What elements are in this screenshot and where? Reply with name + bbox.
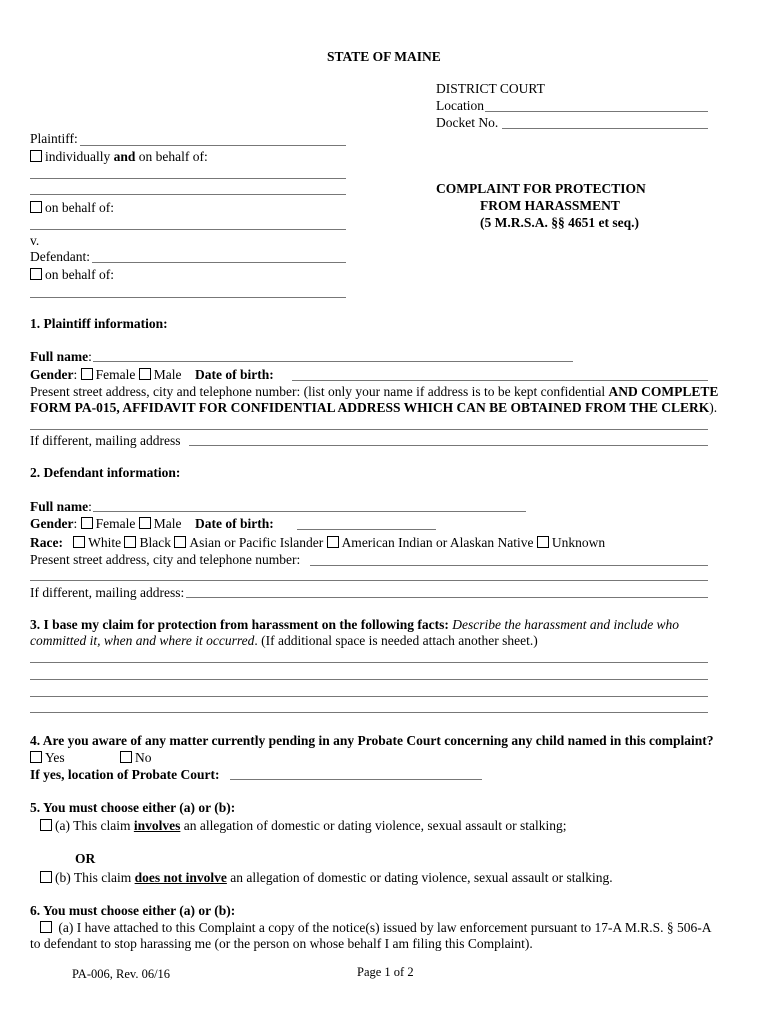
behalf-line-4[interactable]	[30, 297, 346, 298]
race-american-indian-checkbox[interactable]	[327, 536, 339, 548]
option-5a: (a) This claim involves an allegation of domestic or dating violence, sexual assault or stalking;	[40, 818, 567, 834]
court-name: DISTRICT COURT	[436, 81, 545, 96]
location-label: Location	[436, 98, 484, 113]
defendant-gender-row: Gender: Female Male Date of birth:	[30, 516, 274, 531]
option-6a: (a) I have attached to this Complaint a copy of the notice(s) issued by law enforcement pursuant to 17-A M.R.S. § 506-A	[40, 920, 711, 936]
plaintiff-female-checkbox[interactable]	[81, 368, 93, 380]
plaintiff-field[interactable]	[80, 145, 346, 146]
probate-no-checkbox[interactable]	[120, 751, 132, 763]
option-5a-checkbox[interactable]	[40, 819, 52, 831]
section1-heading: 1. Plaintiff information:	[30, 316, 168, 331]
page-number: Page 1 of 2	[357, 965, 414, 979]
def-on-behalf-row: on behalf of:	[30, 267, 114, 283]
probate-yes-row: Yes	[30, 750, 65, 766]
on-behalf-row: on behalf of:	[30, 200, 114, 216]
or-separator: OR	[75, 851, 96, 866]
defendant-mailing-label: If different, mailing address:	[30, 585, 185, 600]
option-6a-cont: to defendant to stop harassing me (or the person on whose behalf I am filing this Complaint).	[30, 936, 533, 951]
facts-line-4[interactable]	[30, 712, 708, 713]
section4-question: 4. Are you aware of any matter currently pending in any Probate Court concerning any child named in this complaint?	[30, 733, 714, 748]
behalf-line-2[interactable]	[30, 194, 346, 195]
def-on-behalf-checkbox[interactable]	[30, 268, 42, 280]
defendant-label: Defendant:	[30, 249, 90, 264]
section3-instruction: committed it, when and where it occurred. (If additional space is needed attach another sheet.)	[30, 633, 538, 648]
state-heading: STATE OF MAINE	[327, 49, 441, 64]
facts-line-1[interactable]	[30, 662, 708, 663]
facts-line-2[interactable]	[30, 679, 708, 680]
section6-heading: 6. You must choose either (a) or (b):	[30, 903, 236, 918]
option-5b-checkbox[interactable]	[40, 871, 52, 883]
plaintiff-male-checkbox[interactable]	[139, 368, 151, 380]
section2-heading: 2. Defendant information:	[30, 465, 181, 480]
section5-heading: 5. You must choose either (a) or (b):	[30, 800, 236, 815]
defendant-dob-field[interactable]	[297, 529, 436, 530]
defendant-male-checkbox[interactable]	[139, 517, 151, 529]
plaintiff-gender-row: Gender: Female Male Date of birth:	[30, 367, 274, 382]
title-line-1: COMPLAINT FOR PROTECTION	[436, 181, 646, 196]
docket-label: Docket No.	[436, 115, 499, 130]
defendant-fullname-field[interactable]	[93, 511, 526, 512]
form-id: PA-006, Rev. 06/16	[72, 967, 171, 981]
docket-field[interactable]	[502, 128, 708, 129]
defendant-address-label: Present street address, city and telephone number:	[30, 552, 301, 567]
defendant-field[interactable]	[92, 262, 346, 263]
probate-location-field[interactable]	[230, 779, 482, 780]
plaintiff-mailing-label: If different, mailing address	[30, 433, 181, 448]
location-field[interactable]	[485, 111, 708, 112]
on-behalf-checkbox[interactable]	[30, 201, 42, 213]
facts-line-3[interactable]	[30, 696, 708, 697]
probate-yes-checkbox[interactable]	[30, 751, 42, 763]
plaintiff-label: Plaintiff:	[30, 131, 78, 146]
title-line-2: FROM HARASSMENT	[480, 198, 620, 213]
title-line-3: (5 M.R.S.A. §§ 4651 et seq.)	[480, 215, 639, 230]
probate-location-label: If yes, location of Probate Court:	[30, 767, 220, 782]
plaintiff-mailing-field[interactable]	[189, 445, 708, 446]
option-6a-checkbox[interactable]	[40, 921, 52, 933]
defendant-female-checkbox[interactable]	[81, 517, 93, 529]
defendant-mailing-field[interactable]	[186, 597, 708, 598]
individually-row: individually and on behalf of:	[30, 149, 208, 165]
plaintiff-address-field[interactable]	[30, 429, 708, 430]
race-black-checkbox[interactable]	[124, 536, 136, 548]
option-5b: (b) This claim does not involve an allegation of domestic or dating violence, sexual assault or stalking.	[40, 870, 613, 886]
plaintiff-address-text: Present street address, city and telephone number: (list only your name if address is to be kept confidential AND COMPLETE	[30, 384, 719, 399]
plaintiff-fullname-label: Full name:	[30, 349, 92, 364]
defendant-address-field-2[interactable]	[30, 580, 708, 581]
plaintiff-fullname-field[interactable]	[93, 361, 573, 362]
race-row: Race: White Black Asian or Pacific Islander American Indian or Alaskan Native Unknown	[30, 535, 606, 550]
behalf-line-1[interactable]	[30, 178, 346, 179]
race-asian-checkbox[interactable]	[174, 536, 186, 548]
individually-checkbox[interactable]	[30, 150, 42, 162]
defendant-fullname-label: Full name:	[30, 499, 92, 514]
race-white-checkbox[interactable]	[73, 536, 85, 548]
behalf-line-3[interactable]	[30, 229, 346, 230]
plaintiff-dob-field[interactable]	[292, 380, 708, 381]
race-unknown-checkbox[interactable]	[537, 536, 549, 548]
versus: v.	[30, 233, 40, 248]
section3-heading: 3. I base my claim for protection from harassment on the following facts: Describe the harassment and include who	[30, 617, 680, 632]
probate-no-row: No	[120, 750, 152, 766]
plaintiff-address-text-2: FORM PA-015, AFFIDAVIT FOR CONFIDENTIAL ADDRESS WHICH CAN BE OBTAINED FROM THE CLERK).	[30, 400, 718, 415]
defendant-address-field[interactable]	[310, 565, 708, 566]
